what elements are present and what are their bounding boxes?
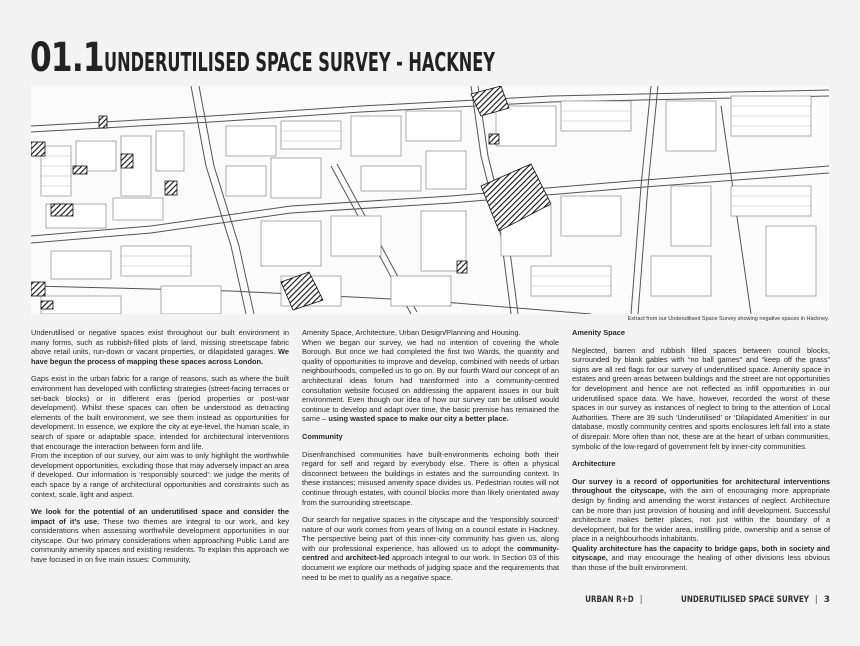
paragraph-text: Our search for negative spaces in the cityscape and the ‘responsibly sourced’ nature of our work comes from years of living on a council estate in Hackney. The perspective being part of this inner-city community has given us, along with our professional experience, has allowed us to adopt the bbox=[302, 515, 559, 553]
section-heading-community: Community bbox=[302, 431, 343, 441]
paragraph: Disenfranchised communities have built-environments echoing both their regard for self and regard by everybody else. There is often a physical disconnect between the buildings in estates and the surrounding context. In these instances; misused amenity space divides us. Pedestrian routes will not continue through estates, with council blocks more than likely orientated away from the surrounding streetscape. bbox=[302, 449, 559, 507]
paragraph bbox=[572, 477, 830, 544]
map-drawing bbox=[31, 86, 829, 314]
paragraph: From the inception of our survey, our aim was to only highlight the worthwhile development opportunities, excluding those that may adversely impact an area if developed. Our information is ‘responsibly sourced’: we judge the merits of each space by a range of architectural opportunities and constraints such as context, scale, light and aspect. bbox=[31, 451, 289, 499]
paragraph bbox=[572, 544, 830, 573]
section-number: 01.1 bbox=[30, 35, 104, 81]
paragraph-text: When we began our survey, we had no intention of covering the whole Borough. But once we had completed the first two Wards, the quantity and quality of opportunities to improve and develop, combined with needs of urban neighbourhoods, compelled us to go on. By our fourth Ward our concept of an architectural ideas forum had transformed into a community-centred consultation website focused on addressing the apparent issues in our built environment. Even though our idea of how our survey can be utilised would continue to develop and adapt over time, the basic premise has remained the same – bbox=[302, 337, 559, 424]
paragraph-emphasis: using wasted space to make our city a better place. bbox=[328, 414, 509, 424]
text-column-1 bbox=[31, 328, 289, 573]
paragraph-emphasis: Our survey is a record of opportunities for architectural interventions throughout the cityscape, bbox=[572, 476, 830, 496]
paragraph-emphasis: We have begun the process of mapping these spaces across London. bbox=[31, 347, 289, 366]
footer-brand: URBAN R+D bbox=[585, 595, 634, 605]
paragraph-text: and bbox=[331, 553, 344, 563]
footer-doc-title: UNDERUTILISED SPACE SURVEY bbox=[680, 595, 809, 605]
paragraph-text: These two themes are integral to our work, and key considerations when assessing worthwhile development opportunities in our cityscape. Our two primary considerations when approaching Public Land are community amenity spaces and existing residents. To explain this approach we have focused in on five main issues: Community, bbox=[31, 516, 290, 565]
paragraph: Gaps exist in the urban fabric for a range of reasons, such as where the built environment has developed with conflicting strategies (street-facing terraces or set-back blocks) or in different eras (period properties or post-war development). Whilst these spaces can often be understood as detracting elements of the built environment, we see them instead as opportunities for development. In essence, we explore the city at eye-level, the human scale, in search of spare or adaptable space, intended for architectural interventions that encourage the interaction between form and life. bbox=[31, 374, 289, 451]
footer-separator: | bbox=[814, 595, 818, 605]
text-column-3 bbox=[572, 328, 830, 581]
paragraph bbox=[302, 338, 559, 424]
footer-separator: | bbox=[639, 595, 643, 605]
paragraph bbox=[31, 507, 289, 565]
paragraph-emphasis: community-centred bbox=[302, 543, 559, 563]
paragraph-emphasis: architect-led bbox=[345, 553, 390, 563]
survey-map bbox=[31, 86, 829, 314]
section-heading-architecture: Architecture bbox=[572, 459, 616, 469]
section-title: UNDERUTILISED SPACE SURVEY - HACKNEY bbox=[104, 48, 495, 78]
paragraph-emphasis: We look for the potential of an underutilised space and consider the impact of it’s use. bbox=[31, 507, 289, 526]
paragraph-text: Underutilised or negative spaces exist throughout our built environment in many forms, such as rubbish-filled plots of land, missing streetscape fabric above retail units, run-down or vacant properties, or dilapidated garages. bbox=[31, 328, 289, 357]
map-caption: Extract from our Underutilised Space Survey showing negative spaces in Hackney. bbox=[627, 316, 829, 322]
page-number: 3 bbox=[823, 595, 830, 605]
section-heading-amenity-space: Amenity Space bbox=[572, 328, 625, 337]
paragraph-emphasis: Quality architecture has the capacity to bridge gaps, both in society and cityscape, bbox=[572, 543, 830, 563]
text-column-2 bbox=[302, 328, 559, 590]
paragraph-text: and may encourage the healing of other divisions less obvious than those of the built environment. bbox=[572, 553, 830, 573]
page-footer bbox=[573, 595, 830, 605]
paragraph-text: approach integral to our work. In Section 03 of this document we explore our methods of judging space and the requirements that need to be met to qualify as a negative space. bbox=[302, 553, 559, 582]
paragraph: Amenity Space, Architecture, Urban Design/Planning and Housing. bbox=[302, 328, 521, 337]
page-title bbox=[30, 34, 734, 81]
paragraph: Neglected, barren and rubbish filled spaces between council blocks, surrounded by blank gables with “no ball games” and “keep off the grass” signs are all red flags for our survey of underutilised space. Amenity space in estates and green areas between buildings and the street are not opportunities for development and hence are not reflected as infill opportunities in our underutilised space data. We have, however, recorded the worst of these spaces in our survey as instances of neglect to bring to the attention of Local Authorities. There are 39 such ‘Underutilised’ or ‘Dilapidated Amenities’ in our database, mostly community centres and sports enclosures left fall into a state of disrepair. More often than not, these are at the heart of urban communities, symbolic of the low-regard of government felt by inner-city communities. bbox=[572, 345, 830, 451]
paragraph bbox=[302, 515, 559, 582]
paragraph-text: with the aim of encouraging more appropriate design by finding and amending the worst instances of neglect. Architecture can be more than just provision of housing and infill development. Successful architecture makes better places, not just within the boundary of a development, but for the wider area, instilling pride, ownership and a sense of place in a neighbourhoods inhabitants. bbox=[572, 486, 830, 544]
paragraph bbox=[31, 328, 289, 366]
